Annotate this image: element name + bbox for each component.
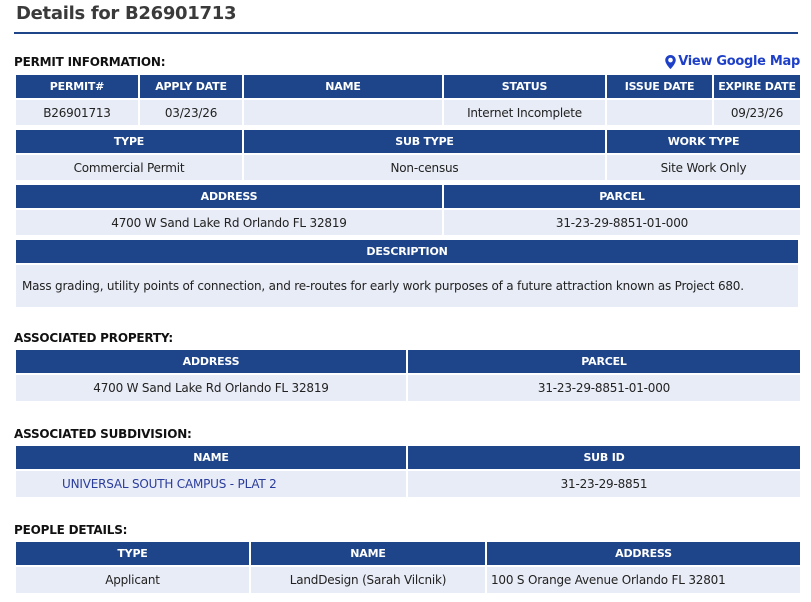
property-section-label: ASSOCIATED PROPERTY: [14, 331, 173, 345]
map-pin-icon [665, 55, 676, 69]
permit-type-table [14, 128, 802, 182]
col-header-parcel: PARCEL [407, 349, 801, 374]
col-header-issue-date: ISSUE DATE [606, 74, 713, 99]
col-header-apply-date: APPLY DATE [139, 74, 243, 99]
page-title: Details for B26901713 [16, 3, 237, 24]
table-row [15, 264, 799, 308]
permit-name [243, 99, 443, 126]
permit-parcel: 31-23-29-8851-01-000 [443, 209, 801, 236]
permit-section-label: PERMIT INFORMATION: [14, 55, 166, 69]
col-header-parcel: PARCEL [443, 184, 801, 209]
col-header-address: ADDRESS [486, 541, 801, 566]
col-header-sub-id: SUB ID [407, 445, 801, 470]
person-address: 100 S Orange Avenue Orlando FL 32801 [486, 566, 801, 594]
table-header-row [15, 541, 801, 566]
property-parcel: 31-23-29-8851-01-000 [407, 374, 801, 402]
permit-work-type: Site Work Only [606, 154, 801, 181]
col-header-permit: PERMIT# [15, 74, 139, 99]
col-header-description: DESCRIPTION [15, 239, 799, 264]
table-header-row [15, 184, 801, 209]
property-table [14, 348, 802, 403]
view-google-map-label[interactable]: View Google Map [678, 54, 800, 69]
issue-date [606, 99, 713, 126]
table-header-row [15, 129, 801, 154]
col-header-name: NAME [15, 445, 407, 470]
col-header-type: TYPE [15, 541, 250, 566]
table-header-row [15, 74, 801, 99]
col-header-address: ADDRESS [15, 349, 407, 374]
table-header-row [15, 445, 801, 470]
col-header-type: TYPE [15, 129, 243, 154]
col-header-work-type: WORK TYPE [606, 129, 801, 154]
permit-number: B26901713 [15, 99, 139, 126]
table-row [15, 566, 801, 594]
permit-description-table [14, 238, 800, 309]
col-header-name: NAME [250, 541, 486, 566]
permit-address: 4700 W Sand Lake Rd Orlando FL 32819 [15, 209, 443, 236]
permit-status: Internet Incomplete [443, 99, 606, 126]
table-row [15, 374, 801, 402]
people-table [14, 540, 802, 595]
subdivision-sub-id: 31-23-29-8851 [407, 470, 801, 498]
table-header-row [15, 349, 801, 374]
table-header-row [15, 239, 799, 264]
col-header-status: STATUS [443, 74, 606, 99]
subdivision-section-label: ASSOCIATED SUBDIVISION: [14, 427, 192, 441]
view-google-map-link[interactable] [665, 54, 800, 69]
permit-description: Mass grading, utility points of connection, and re-routes for early work purposes of a future attraction known as Project 680. [15, 264, 799, 308]
table-row [15, 209, 801, 236]
permit-main-table [14, 73, 802, 127]
col-header-name: NAME [243, 74, 443, 99]
person-name: LandDesign (Sarah Vilcnik) [250, 566, 486, 594]
subdivision-name-link[interactable]: UNIVERSAL SOUTH CAMPUS - PLAT 2 [15, 470, 407, 498]
col-header-address: ADDRESS [15, 184, 443, 209]
table-row [15, 470, 801, 498]
col-header-expire-date: EXPIRE DATE [713, 74, 801, 99]
table-row [15, 154, 801, 181]
people-section-label: PEOPLE DETAILS: [14, 523, 128, 537]
person-type: Applicant [15, 566, 250, 594]
title-divider [14, 32, 798, 34]
subdivision-table [14, 444, 802, 499]
col-header-sub-type: SUB TYPE [243, 129, 606, 154]
permit-sub-type: Non-census [243, 154, 606, 181]
property-address: 4700 W Sand Lake Rd Orlando FL 32819 [15, 374, 407, 402]
expire-date: 09/23/26 [713, 99, 801, 126]
permit-type: Commercial Permit [15, 154, 243, 181]
apply-date: 03/23/26 [139, 99, 243, 126]
permit-address-table [14, 183, 802, 237]
table-row [15, 99, 801, 126]
